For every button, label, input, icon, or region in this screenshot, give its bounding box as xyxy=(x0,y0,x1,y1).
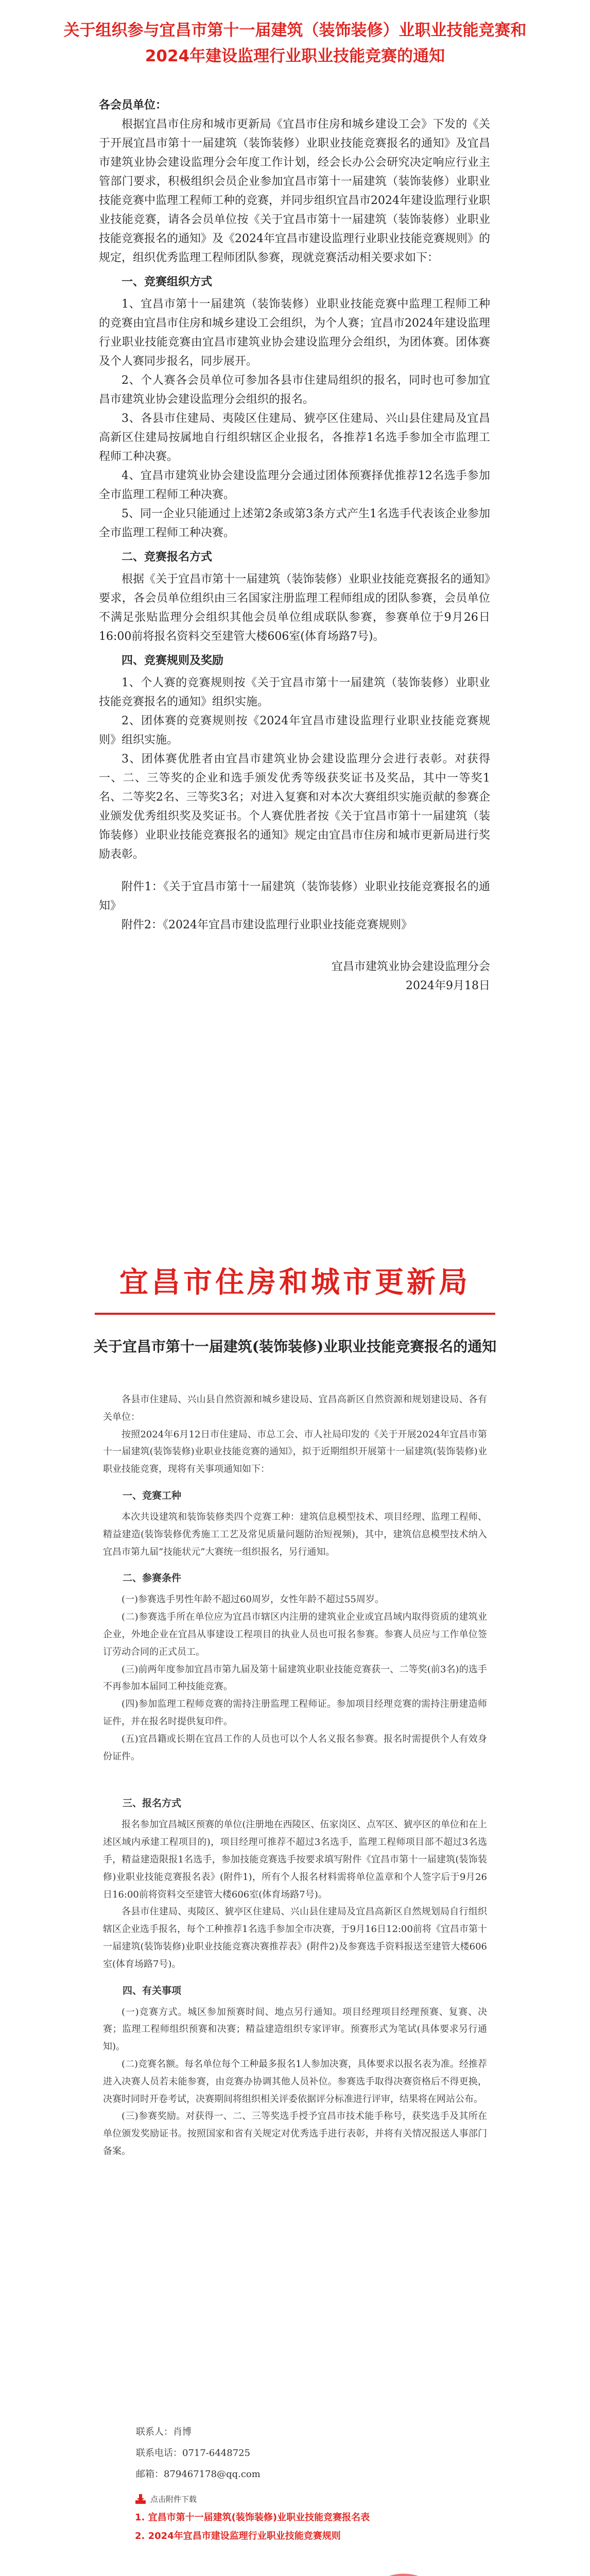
section-heading: 四、竞赛规则及奖励 xyxy=(122,654,224,667)
contact-email: 邮箱：879467178@qq.com xyxy=(136,2469,261,2480)
paragraph: (二)参赛选手所在单位应为宜昌市辖区内注册的建筑业企业或宜昌域内取得资质的建筑业企业，外地企业在宜昌从事建设工程项目的执业人员也可报名参赛。参赛人员应与工作单位签订劳动合同的正式员工。 xyxy=(103,1612,487,1657)
paragraph: 1、宜昌市第十一届建筑（装饰装修）业职业技能竞赛中监理工程师工种的竞赛由宜昌市住房和城乡建设工会组织，为个人赛；宜昌市2024年建设监理行业职业技能竞赛由宜昌市建筑业协会建设监理分会组织，为团体赛。团体赛及个人赛同步报名，同步展开。 xyxy=(99,298,490,368)
attached-notice-body xyxy=(103,1391,487,2160)
paragraph: (二)竞赛名额。每名单位每个工种最多报名1人参加决赛，具体要求以报名表为准。经推荐进入决赛人员若未能参赛，由竞赛办协调其他人员补位。参赛选手取得决赛资格后不得更换，决赛时同时开卷考试，决赛期间将组织相关评委依据评分标准进行评审，结果将在网站公布。 xyxy=(103,2058,487,2105)
intro-paragraph: 按照2024年6月12日市住建局、市总工会、市人社局印发的《关于开展2024年宜昌市第十一届建筑(装饰装修)业职业技能竞赛的通知》，拟于近期组织开展第十一届建筑(装饰装修)业职业技能竞赛，现将有关事项通知如下： xyxy=(103,1429,487,1475)
section-heading: 二、参赛条件 xyxy=(123,1572,182,1584)
paragraph: 报名参加宜昌城区预赛的单位(注册地在西陵区、伍家岗区、点军区、猇亭区的单位和在上述区域内承建工程项目的)，项目经理可推荐不超过3名选手，监理工程师项目部不超过3名选手，精益建造限报1名选手，参加技能竞赛选手按要求填写附件《宜昌市第十一届建筑(装饰装修)业职业技能竞赛报名表》(附件1)，所有个人报名材料需将单位盖章和个人签字后于9月26日16:00前将资料交至建管大楼606室(体育场路7号)。 xyxy=(103,1819,487,1900)
official-seal xyxy=(352,2571,455,2576)
paragraph: 2、团体赛的竞赛规则按《2024年宜昌市建设监理行业职业技能竞赛规则》组织实施。 xyxy=(99,715,490,747)
notice-body xyxy=(99,96,490,995)
contact-person: 联系人：肖博 xyxy=(136,2427,192,2437)
paragraph: 3、各县市住建局、夷陵区住建局、猇亭区住建局、兴山县住建局及宜昌高新区住建局按属地自行组织辖区企业报名，各推荐1名选手参加全市监理工程师工种决赛。 xyxy=(99,412,490,463)
section-heading: 一、竞赛组织方式 xyxy=(122,275,213,289)
paragraph: (四)参加监理工程师竞赛的需持注册监理工程师证。参加项目经理竞赛的需持注册建造师证件，并在报名时提供复印件。 xyxy=(103,1699,487,1727)
paragraph: (一)竞赛方式。城区参加预赛时间、地点另行通知。项目经理项目经理预赛、复赛、决赛；监理工程师组织预赛和决赛；精益建造组织专家评审。预赛形式为笔试(具体要求另行通知)。 xyxy=(103,2006,487,2053)
paragraph: (五)宜昌籍或长期在宜昌工作的人员也可以个人名义报名参赛。报名时需提供个人有效身份证件。 xyxy=(103,1733,487,1762)
attachment-1: 附件1：《关于宜昌市第十一届建筑（装饰装修）业职业技能竞赛报名的通知》 xyxy=(99,880,490,912)
paragraph: 各县市住建局、夷陵区、猇亭区住建局、兴山县住建局及宜昌高新区自然规划局自行组织辖区企业选手报名，每个工种推荐1名选手参加全市决赛，于9月16日12:00前将《宜昌市第十一届建筑(装饰装修)业职业技能竞赛决赛推荐表》(附件2)及参赛选手资料报送至建管大楼606室(体育场路7号)。 xyxy=(103,1906,487,1970)
section-heading: 二、竞赛报名方式 xyxy=(122,550,213,564)
paragraph: (三)参赛奖励。对获得一、二、三等奖选手授予宜昌市技术能手称号，获奖选手及其所在单位颁发奖励证书。按照国家和省有关规定对优秀选手进行表彰，并将有关情况报送人事部门备案。 xyxy=(103,2111,487,2157)
paragraph: 1、个人赛的竞赛规则按《关于宜昌市第十一届建筑（装饰装修）业职业技能竞赛报名的通知》组织实施。 xyxy=(99,676,490,708)
section-heading: 三、报名方式 xyxy=(123,1798,182,1809)
paragraph: 3、团体赛优胜者由宜昌市建筑业协会建设监理分会进行表彰。对获得一、二、三等奖的企业和选手颁发优秀等级获奖证书及奖品，其中一等奖1名、二等奖2名、三等奖3名；对进入复赛和对本次大赛组织实施贡献的参赛企业颁发优秀组织奖及奖证书。个人赛优胜者按《关于宜昌市第十一届建筑（装饰装修）业职业技能竞赛报名的通知》规定由宜昌市住房和城市更新局进行奖励表彰。 xyxy=(99,753,490,861)
letterhead-divider xyxy=(95,1313,495,1315)
salutation: 各县市住建局、兴山县自然资源和城乡建设局、宜昌高新区自然资源和规划建设局、各有关单位： xyxy=(103,1394,487,1422)
paragraph: 本次共设建筑和装饰装修类四个竞赛工种：建筑信息模型技术、项目经理、监理工程师、精益建造(装饰装修优秀施工工艺及常见质量问题防治短视频)，其中，建筑信息模型技术纳入宜昌市第九届“技能状元”大赛统一组织报名，另行通知。 xyxy=(103,1511,487,1557)
download-label: 点击附件下载 xyxy=(150,2495,197,2504)
paragraph: 根据《关于宜昌市第十一届建筑（装饰装修）业职业技能竞赛报名的通知》要求，各会员单位组织由三名国家注册监理工程师组成的团队参赛，会员单位不满足张贴监理分会组织其他会员单位组成联队参赛，参赛单位于9月26日16:00前将报名资料交至建管大楼606室(体育场路7号)。 xyxy=(99,573,490,643)
paragraph: 2、个人赛各会员单位可参加各县市住建局组织的报名，同时也可参加宜昌市建筑业协会建设监理分会组织的报名。 xyxy=(99,374,490,406)
contact-phone: 联系电话：0717-6448725 xyxy=(136,2448,251,2459)
intro-paragraph: 根据宜昌市住房和城市更新局《宜昌市住房和城乡建设工会》下发的《关于开展宜昌市第十一届建筑（装饰装修）业职业技能竞赛报名的通知》及宜昌市建筑业协会建设监理分会年度工作计划，经会长办公会研究决定响应行业主管部门要求，积极组织会员企业参加宜昌市第十一届建筑（装饰装修）业职业技能竞赛中监理工程师工种的竞赛，并同步组织宜昌市2024年建设监理行业职业技能竞赛，请各会员单位按《关于宜昌市第十一届建筑（装饰装修）业职业技能竞赛报名的通知》及《2024年宜昌市建设监理行业职业技能竞赛规则》的规定，组织优秀监理工程师团队参赛，现就竞赛活动相关要求如下： xyxy=(99,118,490,264)
page-title: 关于组织参与宜昌市第十一届建筑（装饰装修）业职业技能竞赛和2024年建设监理行业职业技能竞赛的通知 xyxy=(63,21,527,65)
sign-date: 2024年9月18日 xyxy=(406,979,490,992)
attachment-link-1[interactable]: 1. 宜昌市第十一届建筑(装饰装修)业职业技能竞赛报名表 xyxy=(135,2512,370,2523)
section-heading: 四、有关事项 xyxy=(123,1985,182,1996)
contact-block xyxy=(136,2424,261,2487)
download-icon xyxy=(135,2494,146,2504)
attachment-link-2[interactable]: 2. 2024年宜昌市建设监理行业职业技能竞赛规则 xyxy=(135,2531,341,2541)
paragraph: (三)前两年度参加宜昌市第九届及第十届建筑业职业技能竞赛获一、二等奖(前3名)的选手不再参加本届同工种技能竞赛。 xyxy=(103,1664,487,1692)
section-heading: 一、竞赛工种 xyxy=(123,1489,182,1501)
letterhead: 宜昌市住房和城市更新局 xyxy=(119,1265,471,1299)
paragraph: (一)参赛选手男性年龄不超过60周岁，女性年龄不超过55周岁。 xyxy=(122,1594,384,1605)
signature-block xyxy=(99,957,490,995)
paragraph: 4、宜昌市建筑业协会建设监理分会通过团体预赛择优推荐12名选手参加全市监理工程师工种决赛。 xyxy=(99,469,490,501)
salutation: 各会员单位： xyxy=(99,98,167,112)
paragraph: 5、同一企业只能通过上述第2条或第3条方式产生1名选手代表该企业参加全市监理工程师工种决赛。 xyxy=(99,507,490,539)
attachment-download xyxy=(135,2494,444,2546)
sign-org: 宜昌市建筑业协会建设监理分会 xyxy=(331,960,490,973)
attached-notice-title: 关于宜昌市第十一届建筑(装饰装修)业职业技能竞赛报名的通知 xyxy=(93,1338,497,1355)
attachment-2: 附件2：《2024年宜昌市建设监理行业职业技能竞赛规则》 xyxy=(122,919,412,931)
